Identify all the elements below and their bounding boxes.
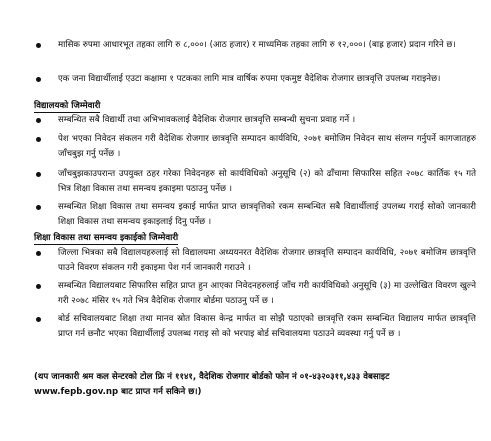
list-item	[36, 312, 476, 342]
list-item	[36, 246, 476, 276]
list-item-text: पेश भएका निवेदन संकलन गरी वैदेशिक रोजगार छात्रवृत्ति सम्पादन कार्यविधि, २०७१ बमोजिम निवेदन साथ संलग्न गर्नुपर्ने कागजातहरु जाँचबुझ गर्नु पर्नेछ ।	[58, 134, 476, 159]
section-heading-school: विद्यालयको जिम्मेवारी	[34, 101, 101, 111]
list-item	[36, 279, 476, 309]
list-item-text: सम्बन्धित शिक्षा विकास तथा समन्वय इकाई मार्फत प्राप्त छात्रवृत्तिको रकम सम्बन्धित सबै विद्यार्थीलाई उपलब्ध गराई सोको जानकारी शिक्षा विकास तथा समन्वय इकाइलाई दिनु पर्नेछ ।	[58, 202, 476, 227]
bullet-icon	[36, 251, 41, 256]
list-item	[36, 132, 476, 162]
bullet-icon	[36, 317, 41, 322]
section-heading-unit: शिक्षा विकास तथा समन्वय इकाईको जिम्मेवारी	[34, 233, 179, 243]
bullet-icon	[36, 172, 41, 177]
bullet-icon	[36, 284, 41, 289]
bullet-icon	[36, 205, 41, 210]
bullet-icon	[36, 118, 41, 123]
list-item	[36, 200, 476, 230]
list-item-text: बोर्ड सचिवालयबाट शिक्षा तथा मानव स्रोत विकास केन्द्र मार्फत वा सोझै पठाएको छात्रवृत्ति रकम सम्बन्धित विद्यालय मार्फत छात्रवृत्ति प्राप्त गर्न छनौट भएका विद्यार्थीलाई उपलब्ध गराइ सो को भरपाइ बोर्ड सचिवालयमा पठाउने व्यवस्था गर्नु पर्ने छ ।	[58, 314, 476, 339]
list-item-text: सम्बन्धित विद्यालयबाट सिफारिस सहित प्राप्त हुन आएका निवेदनहरुलाई जाँच गरी कार्यविधिको अनुसूचि (३) मा उल्लेखित विवरण खुल्ने गरी २०७८ मंसिर १५ गते भित्र वैदेशिक रोजगार बोर्डमा पठाउनु पर्ने छ ।	[58, 281, 476, 306]
list-item	[36, 113, 476, 128]
list-item	[36, 38, 476, 53]
bullet-icon	[36, 43, 41, 48]
list-item	[36, 167, 476, 197]
list-item	[36, 72, 476, 87]
list-item-text: सम्बन्धित सबै विद्यार्थी तथा अभिभावकलाई वैदेशिक रोजगार छात्रवृत्ति सम्बन्धी सुचना प्रवाह गर्ने ।	[58, 115, 356, 125]
list-item-text: जिल्ला भित्रका सबै विद्यालयहरुलाई सो विद्यालयमा अध्ययनरत वैदेशिक रोजगार छात्रवृत्ति सम्पादन कार्यविधि, २०७१ बमोजिम छात्रवृत्ति पाउने विवरण संकलन गरी इकाइमा पेश गर्न जानकारी गराउने ।	[58, 248, 476, 273]
list-item-text: जाँचबुझकाउपरान्त उपयुक्त ठहर गरेका निवेदनहरु सो कार्यविधिको अनुसूचि (२) को ढाँचामा सिफारिस सहित २०७८ कार्तिक १५ गते भित्र शिक्षा विकास तथा समन्वय इकाइमा पठाउनु पर्नेछ ।	[58, 169, 476, 194]
bullet-icon	[36, 77, 41, 82]
list-item-text: मासिक रुपमा आधारभूत तहका लागि रु ८,०००। (आठ हजार) र माध्यमिक तहका लागि रु १२,०००। (बाह्र हजार) प्रदान गरिने छ।	[58, 40, 456, 50]
contact-footer: (थप जानकारी श्रम कल सेन्टरको टोल फ्रि नं ११४१, वैदेशिक रोजगार बोर्डको फोन नं ०१-४३२०३११,४३३ वेबसाइट www.fepb.gov.np बाट प्राप्त गर्न सकिने छ।)	[34, 372, 390, 397]
list-item-text: एक जना विद्यार्थीलाई एउटा कक्षामा १ पटकका लागि मात्र वार्षिक रुपमा एकमुष्ट वैदेशिक रोजगार छात्रवृत्ति उपलब्ध गराइनेछ।	[58, 74, 441, 84]
bullet-icon	[36, 137, 41, 142]
